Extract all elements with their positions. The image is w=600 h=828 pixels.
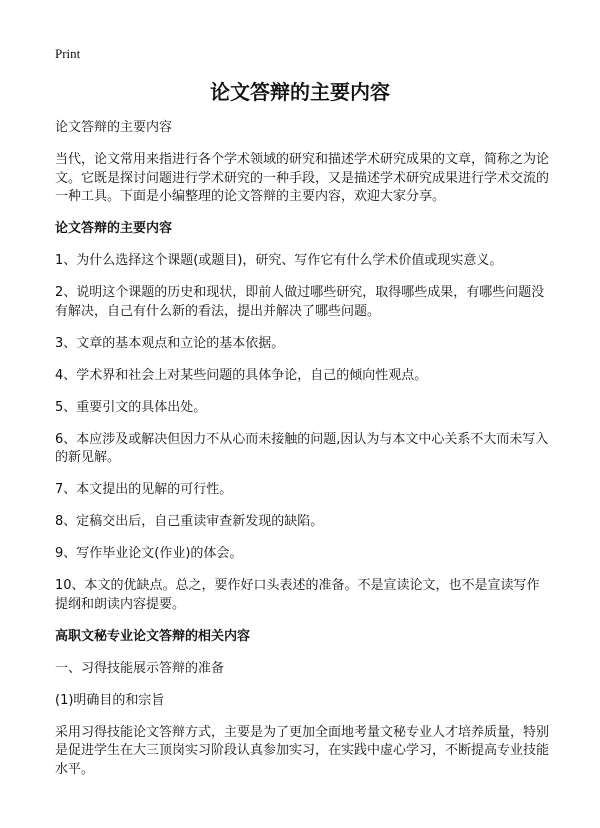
list-item: 7、本文提出的见解的可行性。 [55, 482, 233, 497]
list-item: 1、为什么选择这个课题(或题目)，研究、写作它有什么学术价值或现实意义。 [55, 253, 503, 268]
document-body [55, 119, 550, 793]
subtitle-paragraph: 论文答辩的主要内容 [55, 120, 173, 135]
list-item: 2、说明这个课题的历史和现状，即前人做过哪些研究，取得哪些成果，有哪些问题没有解决，自己有什么新的看法，提出并解决了哪些问题。 [55, 285, 545, 319]
list-item: 4、学术界和社会上对某些问题的具体争论，自己的倾向性观点。 [55, 367, 428, 383]
intro-paragraph: 当代，论文常用来指进行各个学术领域的研究和描述学术研究成果的文章，简称之为论文。它既是探讨问题进行学术研究的一种手段，又是描述学术研究成果进行学术交流的一种工具。下面是小编整理的论文答辩的主要内容，欢迎大家分享。 [55, 152, 550, 204]
list-item: 9、写作毕业论文(作业)的体会。 [55, 546, 243, 561]
page-title: 论文答辩的主要内容 [210, 80, 390, 104]
list-item: 8、定稿交出后，自己重读审查新发现的缺陷。 [55, 514, 324, 529]
print-link[interactable]: Print [55, 46, 81, 61]
subsection-heading: 一、习得技能展示答辩的准备 [55, 660, 225, 676]
list-item: 3、文章的基本观点和立论的基本依据。 [55, 335, 285, 351]
list-item: 5、重要引文的具体出处。 [55, 399, 207, 415]
list-item: 6、本应涉及或解决但因力不从心而未接触的问题,因认为与本文中心关系不大而未写入的新见解。 [55, 431, 549, 465]
section-heading-main-content: 论文答辩的主要内容 [55, 221, 173, 236]
list-item: 10、本文的优缺点。总之，要作好口头表述的准备。不是宣读论文，也不是宣读写作提纲和朗读内容提要。 [55, 578, 540, 612]
sub-subsection-heading: (1)明确目的和宗旨 [55, 692, 165, 708]
body-paragraph: 采用习得技能论文答辩方式，主要是为了更加全面地考量文秘专业人才培养质量，特别是促进学生在大三顶岗实习阶段认真参加实习，在实践中虚心学习，不断提高专业技能水平。 [55, 724, 550, 777]
section-heading-related-content: 高职文秘专业论文答辩的相关内容 [55, 628, 251, 644]
